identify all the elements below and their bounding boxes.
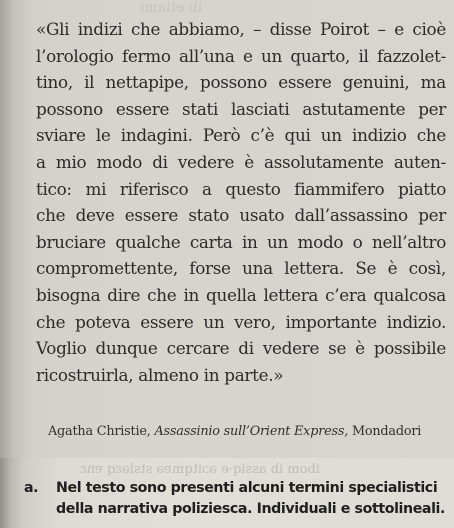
quote-line: tico: mi riferisco a questo fiammifero piatto bbox=[36, 178, 446, 199]
quote-line: bruciare qualche carta in un modo o nell’altro bbox=[36, 231, 446, 252]
quote-text bbox=[36, 16, 446, 388]
quote-line: che deve essere stato usato dall’assassino per bbox=[36, 205, 446, 226]
quote-line: tino, il nettapipe, possono essere genuini, ma bbox=[36, 72, 446, 93]
quote-line: ricostruirla, almeno in parte.» bbox=[36, 364, 284, 385]
source-author: Agatha Christie, bbox=[48, 424, 151, 439]
exercise-instruction bbox=[24, 478, 454, 520]
quote-line: bisogna dire che in quella lettera c’era qualcosa bbox=[36, 284, 446, 305]
quote-line: che poteva essere un vero, importante indizio. bbox=[36, 311, 446, 332]
quote-line: «Gli indizi che abbiamo, – disse Poirot – e cioè bbox=[36, 19, 446, 39]
bleed-through-text: ibom ib assiq·e əɔitqmɐə stsləɛq ɐnɛ bbox=[80, 462, 320, 477]
source-title: Assassinio sull’Orient Express, bbox=[154, 424, 349, 439]
exercise-label: a. bbox=[24, 480, 39, 496]
quote-line: Voglio dunque cercare di vedere se è possibile bbox=[36, 338, 446, 359]
exercise-line: Nel testo sono presenti alcuni termini specialistici bbox=[56, 480, 438, 496]
quote-source bbox=[48, 424, 448, 439]
source-publisher: Mondadori bbox=[351, 424, 422, 439]
quote-line: possono essere stati lasciati astutamente per bbox=[36, 98, 446, 119]
quote-line: sviare le indagini. Però c’è qui un indizio che bbox=[36, 125, 446, 146]
bleed-through-text: ib etiami bbox=[140, 0, 203, 16]
quote-line: l’orologio fermo all’una e un quarto, il fazzolet- bbox=[36, 45, 446, 66]
exercise-line: della narrativa poliziesca. Individuali e sottolineali. bbox=[56, 501, 446, 517]
quote-line: a mio modo di vedere è assolutamente auten- bbox=[36, 151, 446, 172]
quote-line: compromettente, forse una lettera. Se è così, bbox=[36, 258, 446, 279]
